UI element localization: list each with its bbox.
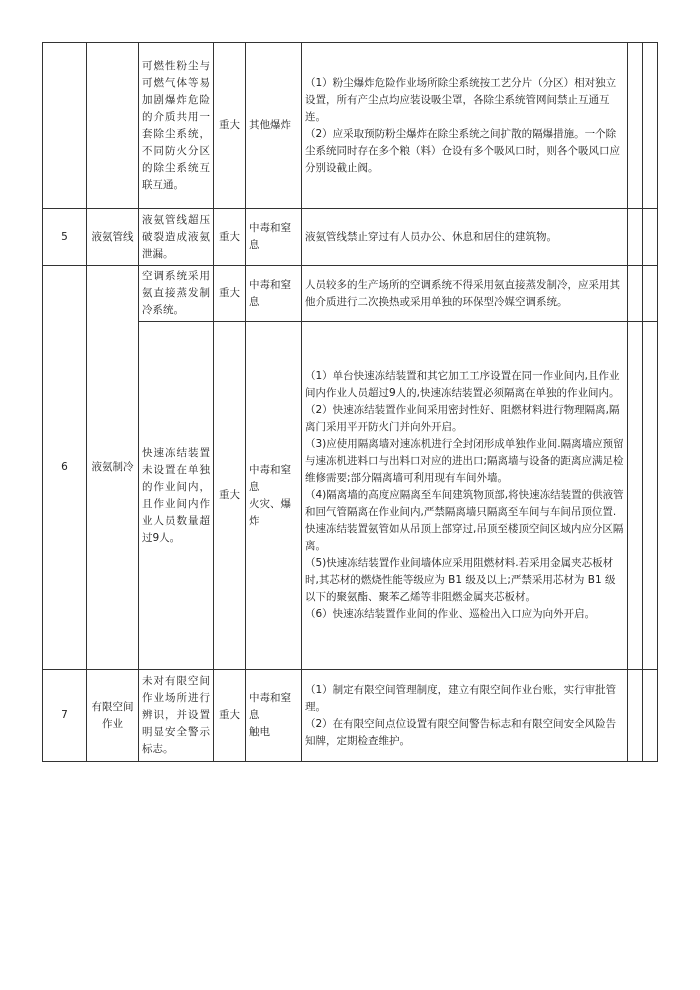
hazard-description: 液氨管线超压破裂造成液氨泄漏。 xyxy=(139,209,214,266)
table-row xyxy=(43,670,658,762)
accident-type xyxy=(246,322,302,670)
accident-type xyxy=(246,209,302,266)
risk-level: 重大 xyxy=(214,266,246,322)
accident-type xyxy=(246,266,302,322)
hazard-description: 快速冻结装置未设置在单独的作业间内，且作业间内作业人员数量超过9人。 xyxy=(139,322,214,670)
measure-item: （1）粉尘爆炸危险作业场所除尘系统按工艺分片（分区）相对独立设置，所有产尘点均应装设吸尘罩，各除尘系统管网间禁止互通互连。 xyxy=(305,76,617,123)
measure-item: 液氨管线禁止穿过有人员办公、休息和居住的建筑物。 xyxy=(305,230,557,243)
control-measures xyxy=(302,209,628,266)
measure-item: （2）应采取预防粉尘爆炸在除尘系统之间扩散的隔爆措施。一个除尘系统同时存在多个粮（料）仓设有多个吸风口时，则各个吸风口应分别设截止阀。 xyxy=(305,127,620,174)
row-number: 5 xyxy=(43,209,87,266)
blank-cell xyxy=(628,266,643,322)
risk-level: 重大 xyxy=(214,322,246,670)
table-row xyxy=(43,209,658,266)
table-row xyxy=(43,43,658,209)
risk-level: 重大 xyxy=(214,209,246,266)
accident-type-item: 中毒和窒息 xyxy=(249,222,291,251)
accident-type-item: 触电 xyxy=(249,726,270,738)
accident-type-item: 火灾、爆炸 xyxy=(249,497,291,527)
blank-cell xyxy=(643,43,658,209)
hazard-location: 有限空间作业 xyxy=(87,670,139,762)
measure-item: （5)快速冻结装置作业间墙体应采用阻燃材料.若采用金属夹芯板材时,其芯材的燃烧性能等级应为 B1 级及以上;严禁采用芯材为 B1 级以下的聚氨酯、聚苯乙烯等非阻燃金属夹芯板材。 xyxy=(305,557,616,603)
control-measures xyxy=(302,322,628,670)
accident-type-item: 中毒和窒息 xyxy=(249,463,291,493)
measure-item: （2）在有限空间点位设置有限空间警告标志和有限空间安全风险告知牌，定期检查维护。 xyxy=(305,717,617,747)
blank-cell xyxy=(628,322,643,670)
table-row xyxy=(43,266,658,322)
hazard-location: 液氨制冷 xyxy=(87,266,139,670)
control-measures xyxy=(302,670,628,762)
blank-cell xyxy=(643,670,658,762)
risk-level: 重大 xyxy=(214,43,246,209)
blank-cell xyxy=(628,670,643,762)
accident-type-item: 其他爆炸 xyxy=(249,119,291,131)
measure-item: （6）快速冻结装置作业间的作业、巡检出入口应为向外开启。 xyxy=(305,608,596,620)
risk-level: 重大 xyxy=(214,670,246,762)
blank-cell xyxy=(643,209,658,266)
hazard-location: 液氨管线 xyxy=(87,209,139,266)
blank-cell xyxy=(643,266,658,322)
measure-item: （2）快速冻结装置作业间采用密封性好、阻燃材料进行物理隔离,隔离门采用平开防火门并向外开启。 xyxy=(305,404,620,433)
hazard-table xyxy=(42,42,658,762)
measure-item: （3)应使用隔离墙对速冻机进行全封闭形成单独作业间.隔离墙应预留与速冻机进料口与出料口对应的进出口;隔离墙与设备的距离应满足检维修需要;部分隔离墙可利用现有车间外墙。 xyxy=(305,438,624,484)
control-measures xyxy=(302,43,628,209)
accident-type-item: 中毒和窒息 xyxy=(249,692,291,721)
measure-item: （1）制定有限空间管理制度，建立有限空间作业台账，实行审批管理。 xyxy=(305,683,617,713)
measure-item: 人员较多的生产场所的空调系统不得采用氨直接蒸发制冷，应采用其他介质进行二次换热或采用单独的环保型冷媒空调系统。 xyxy=(305,278,620,308)
blank-cell xyxy=(628,43,643,209)
row-number xyxy=(43,43,87,209)
control-measures xyxy=(302,266,628,322)
accident-type xyxy=(246,43,302,209)
hazard-description: 可燃性粉尘与可燃气体等易加剧爆炸危险的介质共用一套除尘系统，不同防火分区的除尘系统互联互通。 xyxy=(139,43,214,209)
row-number: 7 xyxy=(43,670,87,762)
blank-cell xyxy=(628,209,643,266)
row-number: 6 xyxy=(43,266,87,670)
hazard-description: 空调系统采用氨直接蒸发制冷系统。 xyxy=(139,266,214,322)
accident-type-item: 中毒和窒息 xyxy=(249,278,291,308)
hazard-location xyxy=(87,43,139,209)
hazard-description: 未对有限空间作业场所进行辨识，并设置明显安全警示标志。 xyxy=(139,670,214,762)
blank-cell xyxy=(643,322,658,670)
accident-type xyxy=(246,670,302,762)
measure-item: （4)隔离墙的高度应隔离至车间建筑物顶部,将快速冻结装置的供液管和回气管隔离在作业间内,严禁隔离墙只隔离至车间与车间吊顶位置.快速冻结装置氨管如从吊顶上部穿过,吊顶至楼顶空间区域内应分区隔离。 xyxy=(305,489,624,552)
measure-item: （1）单台快速冻结装置和其它加工工序设置在同一作业间内,且作业间内作业人员超过9人的,快速冻结装置必须隔离在单独的作业间内。 xyxy=(305,370,620,399)
